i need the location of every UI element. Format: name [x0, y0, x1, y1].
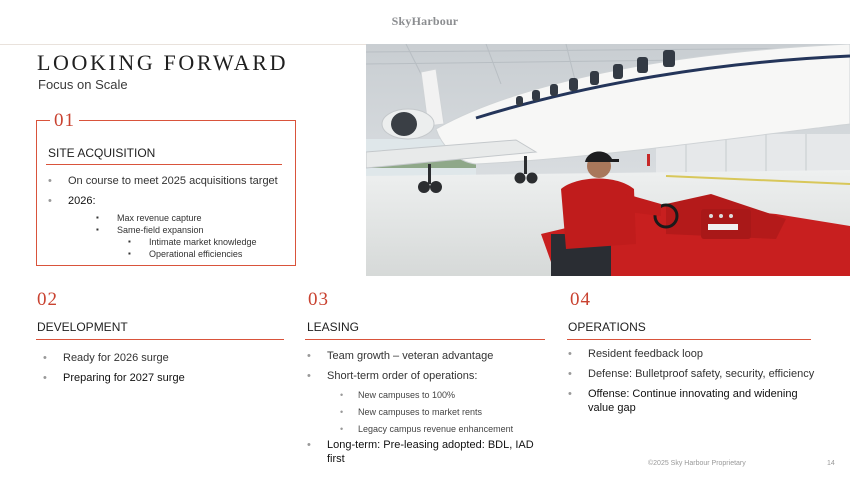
sub-bullet-item: ▪ Operational efficiencies [128, 248, 286, 260]
section-divider [305, 339, 545, 340]
sub-bullet-item: • New campuses to market rents [340, 406, 540, 418]
bullet-item: • Short-term order of operations: [307, 369, 539, 383]
sub-bullet-item: • New campuses to 100% [340, 389, 540, 401]
section-number-02: 02 [37, 289, 58, 310]
sub-bullet-item: ▪ Same-field expansion [96, 224, 286, 236]
section-heading-leasing: LEASING [307, 320, 360, 334]
section-heading-development: DEVELOPMENT [37, 320, 128, 334]
section-divider [36, 339, 284, 340]
bullet-item: • 2026: [48, 194, 293, 208]
hangar-photo [366, 44, 850, 276]
section-number-03: 03 [308, 289, 329, 310]
company-logo: SkyHarbour [391, 14, 459, 28]
sub-bullet-item: ▪ Intimate market knowledge [128, 236, 286, 248]
bullet-item: • Long-term: Pre-leasing adopted: BDL, IAD first [307, 438, 539, 466]
operations-bullets [568, 347, 823, 415]
bullet-item: • Preparing for 2027 surge [43, 371, 283, 385]
page-subtitle: Focus on Scale [38, 77, 128, 92]
section-divider [46, 164, 282, 165]
bullet-item: • On course to meet 2025 acquisitions target [48, 174, 293, 188]
bullet-item: • Resident feedback loop [568, 347, 823, 361]
section-number-04: 04 [570, 289, 591, 310]
header-bar [0, 0, 850, 45]
site-acquisition-bullets [48, 174, 293, 208]
leasing-bullets-long-term [307, 438, 539, 466]
site-acquisition-subbullets [96, 212, 286, 260]
footer-copyright: ©2025 Sky Harbour Proprietary [648, 460, 746, 467]
section-number-01: 01 [50, 110, 79, 132]
bullet-item: • Ready for 2026 surge [43, 351, 283, 365]
section-divider [567, 339, 811, 340]
page-title: LOOKING FORWARD [37, 50, 289, 75]
bullet-item: • Defense: Bulletproof safety, security, efficiency [568, 367, 823, 381]
section-heading-site-acquisition: SITE ACQUISITION [48, 146, 156, 160]
page-number: 14 [827, 460, 835, 467]
section-heading-operations: OPERATIONS [568, 320, 646, 334]
bullet-item: • Offense: Continue innovating and widening value gap [568, 387, 823, 415]
leasing-bullets [307, 349, 539, 383]
development-bullets [43, 351, 283, 385]
leasing-subbullets [340, 389, 540, 440]
bullet-item: • Team growth – veteran advantage [307, 349, 539, 363]
sub-bullet-item: ▪ Max revenue capture [96, 212, 286, 224]
sub-bullet-item: • Legacy campus revenue enhancement [340, 423, 540, 435]
